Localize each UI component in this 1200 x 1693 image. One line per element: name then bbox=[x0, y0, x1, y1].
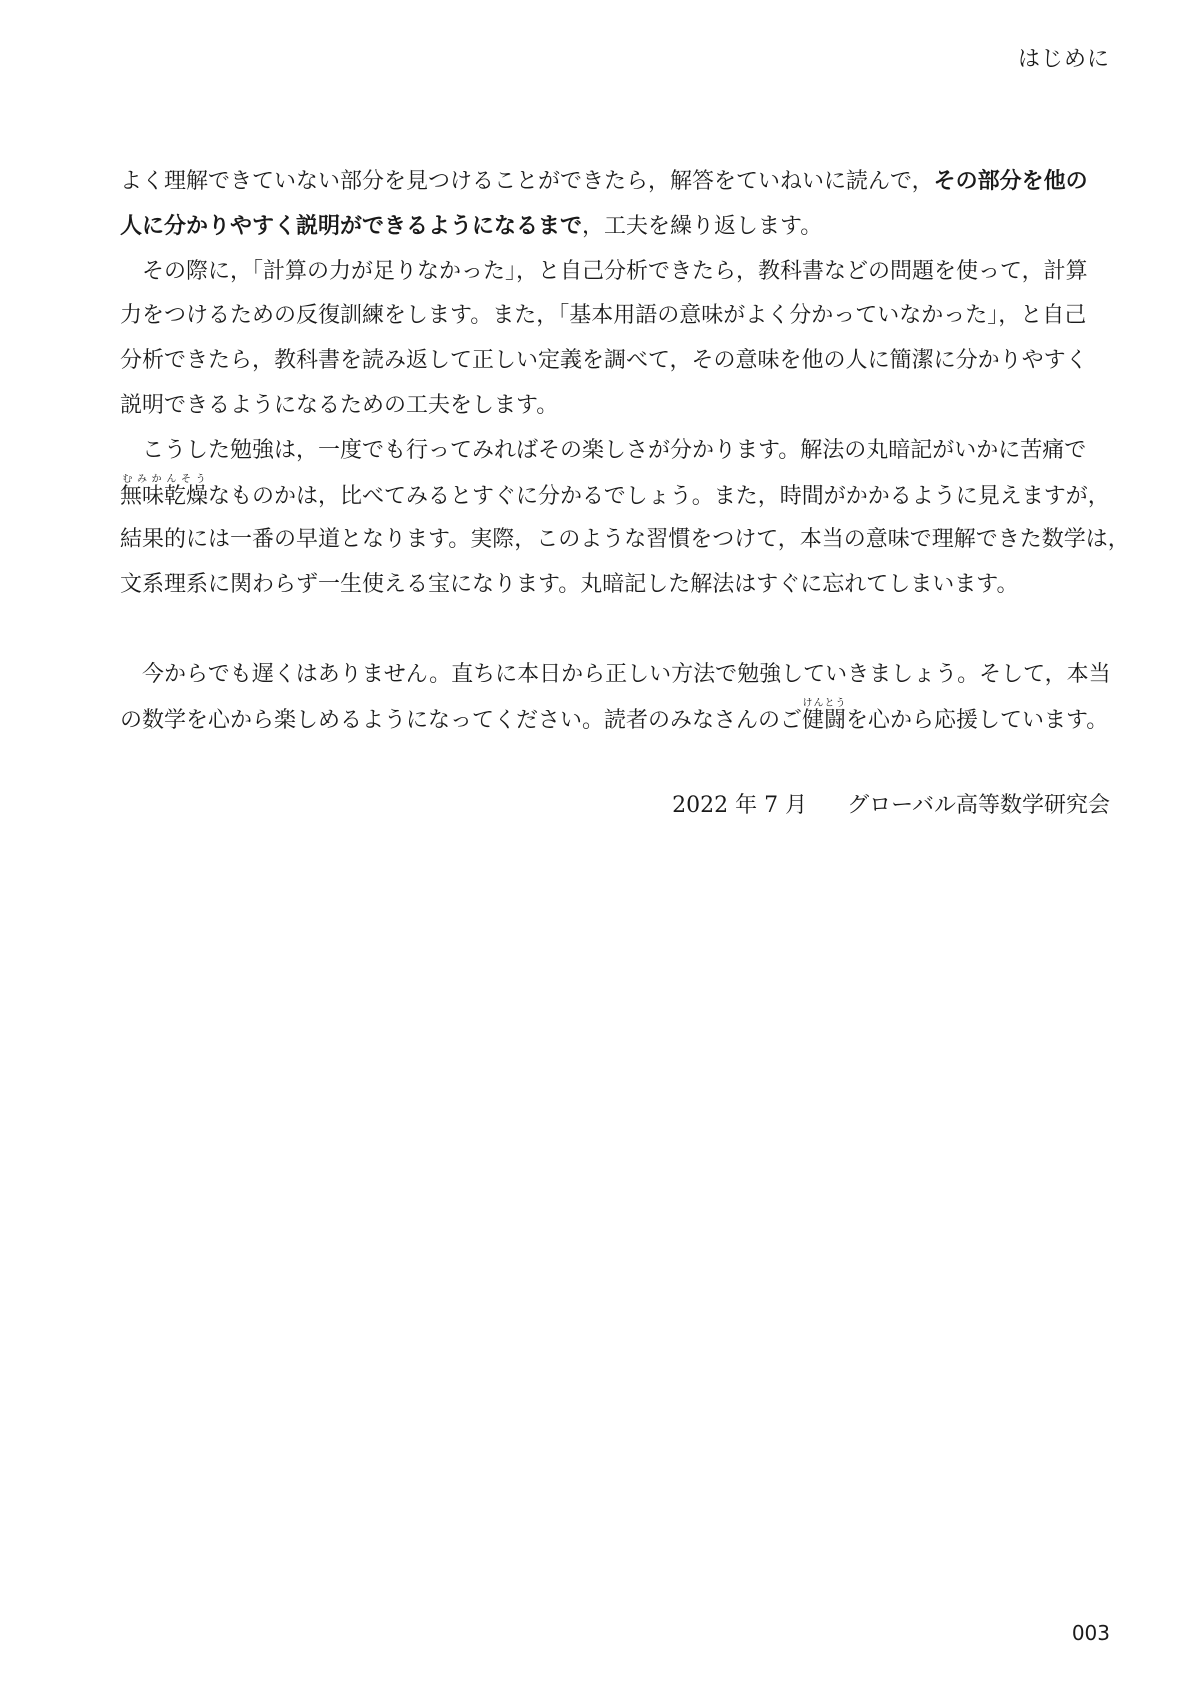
paragraph-1-line-2 bbox=[120, 205, 1110, 250]
main-text bbox=[120, 160, 1130, 742]
paragraph-1-line-2-text: ，工夫を繰り返します。 bbox=[582, 213, 823, 239]
paragraph-2-line-4: 説明できるようになるための工夫をします。 bbox=[120, 392, 559, 418]
paragraph-3-line-2-text: なものかは，比べてみるとすぐに分かるでしょう。また，時間がかかるように見えますが， bbox=[208, 483, 1110, 509]
paragraph-1-line-2-emphasis: 人に分かりやすく説明ができるようになるまで bbox=[120, 213, 583, 239]
paragraph-3 bbox=[120, 429, 1130, 608]
paragraph-3-line-1: こうした勉強は，一度でも行ってみればその楽しさが分かります。解法の丸暗記がいかに苦痛で bbox=[142, 437, 1087, 463]
paragraph-3-line-3: 結果的には一番の早道となります。実際，このような習慣をつけて，本当の意味で理解できた数学は， bbox=[120, 527, 1130, 553]
paragraph-2-line-3: 分析できたら，教科書を読み返して正しい定義を調べて，その意味を他の人に簡潔に分かりやすく bbox=[120, 348, 1088, 374]
ruby-kentou-reading: けんとう bbox=[802, 697, 847, 709]
paragraph-1-line-1 bbox=[120, 160, 1110, 205]
paragraph-2-line-1: その際に，「計算の力が足りなかった」，と自己分析できたら，教科書などの問題を使って，計算 bbox=[142, 258, 1088, 284]
ruby-mumikansou-reading: むみかんそう bbox=[120, 473, 209, 485]
paragraph-4-line-2 bbox=[120, 698, 1110, 743]
section-title: はじめに bbox=[1017, 47, 1110, 72]
paragraph-spacer bbox=[120, 608, 1110, 653]
signature bbox=[672, 788, 1110, 819]
page-number: 003 bbox=[1071, 1621, 1110, 1645]
signature-author: グローバル高等数学研究会 bbox=[847, 793, 1110, 818]
ruby-kentou-base: 健闘 bbox=[802, 707, 847, 733]
paragraph-3-line-2 bbox=[120, 474, 1110, 519]
paragraph-3-line-4: 文系理系に関わらず一生使える宝になります。丸暗記した解法はすぐに忘れてしまいます。 bbox=[120, 572, 1019, 598]
paragraph-1-line-1-text: よく理解できていない部分を見つけることができたら，解答をていねいに読んで， bbox=[120, 169, 934, 194]
paragraph-2 bbox=[120, 250, 1110, 429]
ruby-kentou bbox=[802, 697, 847, 733]
signature-date: 2022 年 7 月 bbox=[672, 793, 808, 818]
paragraph-1-line-1-emphasis: その部分を他の bbox=[933, 169, 1088, 194]
paragraph-4-line-2-text-b: を心から応援しています。 bbox=[846, 707, 1109, 733]
ruby-mumikansou-base: 無味乾燥 bbox=[120, 483, 209, 509]
paragraph-4-line-2-text-a: の数学を心から楽しめるようになってください。読者のみなさんのご bbox=[120, 707, 803, 733]
paragraph-4-line-1: 今からでも遅くはありません。直ちに本日から正しい方法で勉強していきましょう。そして，本当 bbox=[142, 661, 1111, 687]
ruby-mumikansou bbox=[120, 473, 209, 509]
paragraph-1 bbox=[120, 160, 1110, 250]
paragraph-4 bbox=[120, 653, 1110, 743]
paragraph-2-line-2: 力をつけるための反復訓練をします。また，「基本用語の意味がよく分かっていなかった」，と自己 bbox=[120, 303, 1087, 329]
